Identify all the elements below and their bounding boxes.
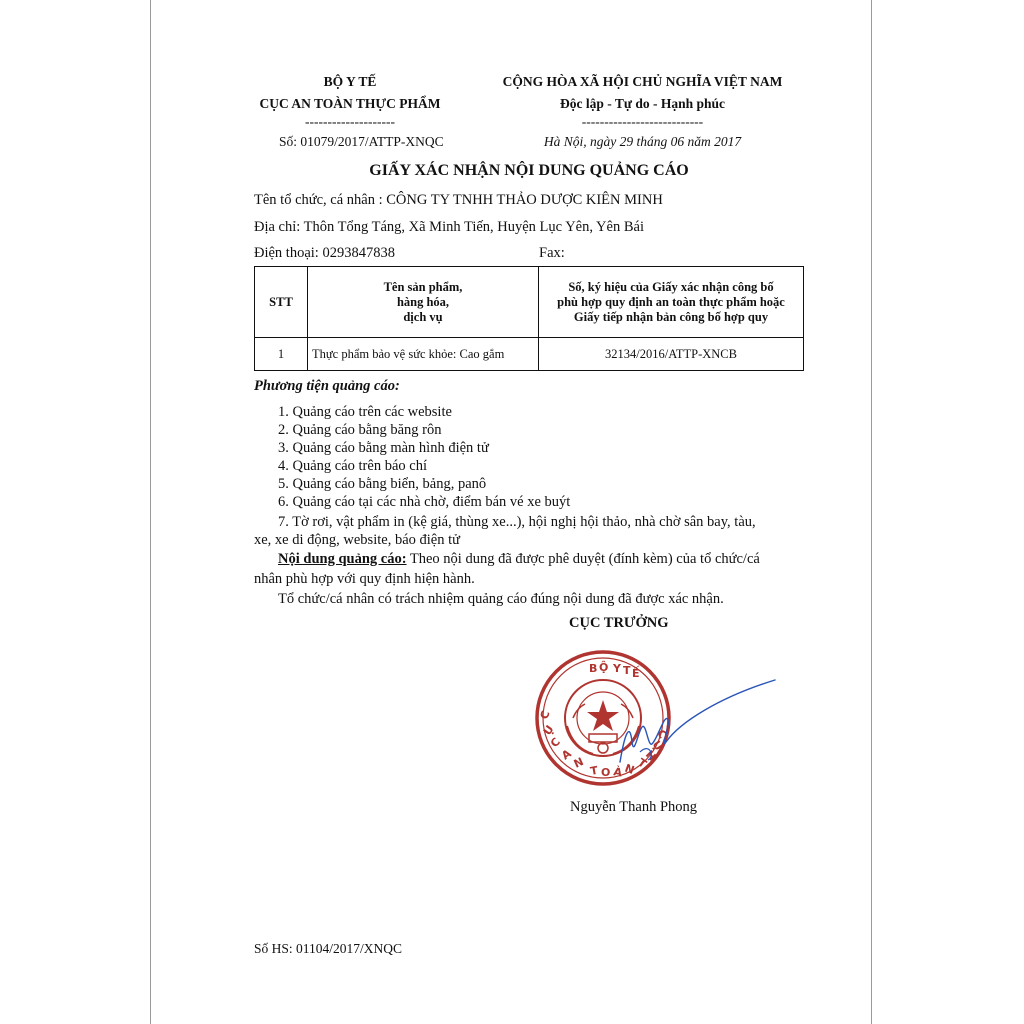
product-table: [254, 266, 804, 371]
column-header-product: [308, 267, 539, 338]
list-item: 1. Quảng cáo trên các website: [278, 404, 452, 420]
svg-text:T: T: [623, 664, 631, 677]
list-item: 3. Quảng cáo bằng màn hình điện tử: [278, 440, 489, 456]
handwritten-signature-icon: [590, 672, 780, 772]
ministry-name: BỘ Y TẾ: [323, 74, 377, 89]
svg-text:A: A: [559, 746, 574, 763]
document-page: [150, 0, 872, 1024]
list-item: 7. Tờ rơi, vật phẩm in (kệ giá, thùng xe...), hội nghị hội thảo, nhà chờ sân bay, tàu,: [278, 514, 756, 530]
country-name: CỘNG HÒA XÃ HỘI CHỦ NGHĨA VIỆT NAM: [502, 74, 783, 89]
svg-text:Ế: Ế: [632, 667, 640, 680]
svg-text:Ự: Ự: [649, 738, 666, 754]
column-header-product-line1: Tên sản phẩm,: [383, 279, 463, 294]
responsibility-statement: Tổ chức/cá nhân có trách nhiệm quảng cáo đúng nội dung đã được xác nhận.: [278, 591, 724, 607]
column-header-certificate-line3: Giấy tiếp nhận bản công bố hợp quy: [573, 309, 769, 324]
column-header-certificate-line2: phù hợp quy định an toàn thực phẩm hoặc: [557, 294, 785, 309]
svg-text:Ụ: Ụ: [540, 722, 557, 738]
column-header-stt: STT: [255, 267, 308, 338]
column-header-product-line3: dịch vụ: [403, 309, 443, 324]
svg-text:T: T: [589, 763, 599, 778]
svg-text:À: À: [612, 765, 624, 780]
svg-text:B: B: [589, 662, 598, 675]
agency-name: CỤC AN TOÀN THỰC PHẨM: [259, 96, 441, 111]
table-header-row: [255, 267, 804, 338]
list-item: 2. Quảng cáo bằng băng rôn: [278, 422, 442, 438]
svg-text:C: C: [537, 708, 553, 722]
document-title: GIẤY XÁC NHẬN NỘI DUNG QUẢNG CÁO: [369, 162, 689, 179]
cell-certificate: 32134/2016/ATTP-XNCB: [539, 338, 804, 371]
organization-name: Tên tổ chức, cá nhân : CÔNG TY TNHH THẢO DƯỢC KIÊN MINH: [254, 192, 663, 208]
signer-role: CỤC TRƯỞNG: [569, 615, 669, 631]
content-continuation: nhân phù hợp với quy định hiện hành.: [254, 571, 475, 587]
media-heading: Phương tiện quảng cáo:: [254, 378, 400, 394]
column-header-certificate: [539, 267, 804, 338]
svg-text:C: C: [654, 727, 670, 741]
svg-text:H: H: [642, 747, 659, 764]
place-date: Hà Nội, ngày 29 tháng 06 năm 2017: [543, 134, 742, 149]
svg-text:N: N: [622, 761, 637, 777]
svg-text:Ộ: Ộ: [599, 661, 609, 674]
content-paragraph: [278, 551, 760, 568]
svg-text:N: N: [571, 755, 586, 771]
cell-stt: 1: [255, 338, 308, 371]
cell-product: Thực phẩm bảo vệ sức khỏe: Cao gắm: [308, 338, 539, 371]
list-item-continuation: xe, xe di động, website, báo điện tử: [254, 532, 460, 548]
table-row: [255, 338, 804, 371]
column-header-product-line2: hàng hóa,: [396, 294, 450, 309]
column-header-certificate-line1: Số, ký hiệu của Giấy xác nhận công bố: [568, 279, 774, 294]
file-number: Số HS: 01104/2017/XNQC: [254, 941, 403, 956]
document-number: Số: 01079/2017/ATTP-XNQC: [279, 134, 444, 149]
svg-text:T: T: [635, 755, 649, 771]
content-text: Theo nội dung đã được phê duyệt (đính kèm) của tổ chức/cá: [406, 551, 760, 567]
organization-address: Địa chỉ: Thôn Tổng Táng, Xã Minh Tiến, Huyện Lục Yên, Yên Bái: [254, 219, 644, 235]
list-item: 4. Quảng cáo trên báo chí: [278, 458, 427, 474]
svg-text:C: C: [547, 735, 563, 751]
content-label: Nội dung quảng cáo:: [278, 551, 407, 567]
organization-fax: Fax:: [539, 245, 565, 261]
signer-name: Nguyễn Thanh Phong: [570, 799, 698, 815]
svg-text:Y: Y: [613, 662, 621, 675]
organization-phone: Điện thoại: 0293847838: [254, 245, 395, 261]
list-item: 6. Quảng cáo tại các nhà chờ, điểm bán vé xe buýt: [278, 494, 571, 510]
right-divider: ---------------------------: [581, 114, 704, 129]
national-motto: Độc lập - Tự do - Hạnh phúc: [559, 96, 726, 111]
svg-text:O: O: [601, 766, 611, 779]
list-item: 5. Quảng cáo bằng biển, bảng, panô: [278, 476, 487, 492]
left-divider: --------------------: [305, 114, 395, 129]
